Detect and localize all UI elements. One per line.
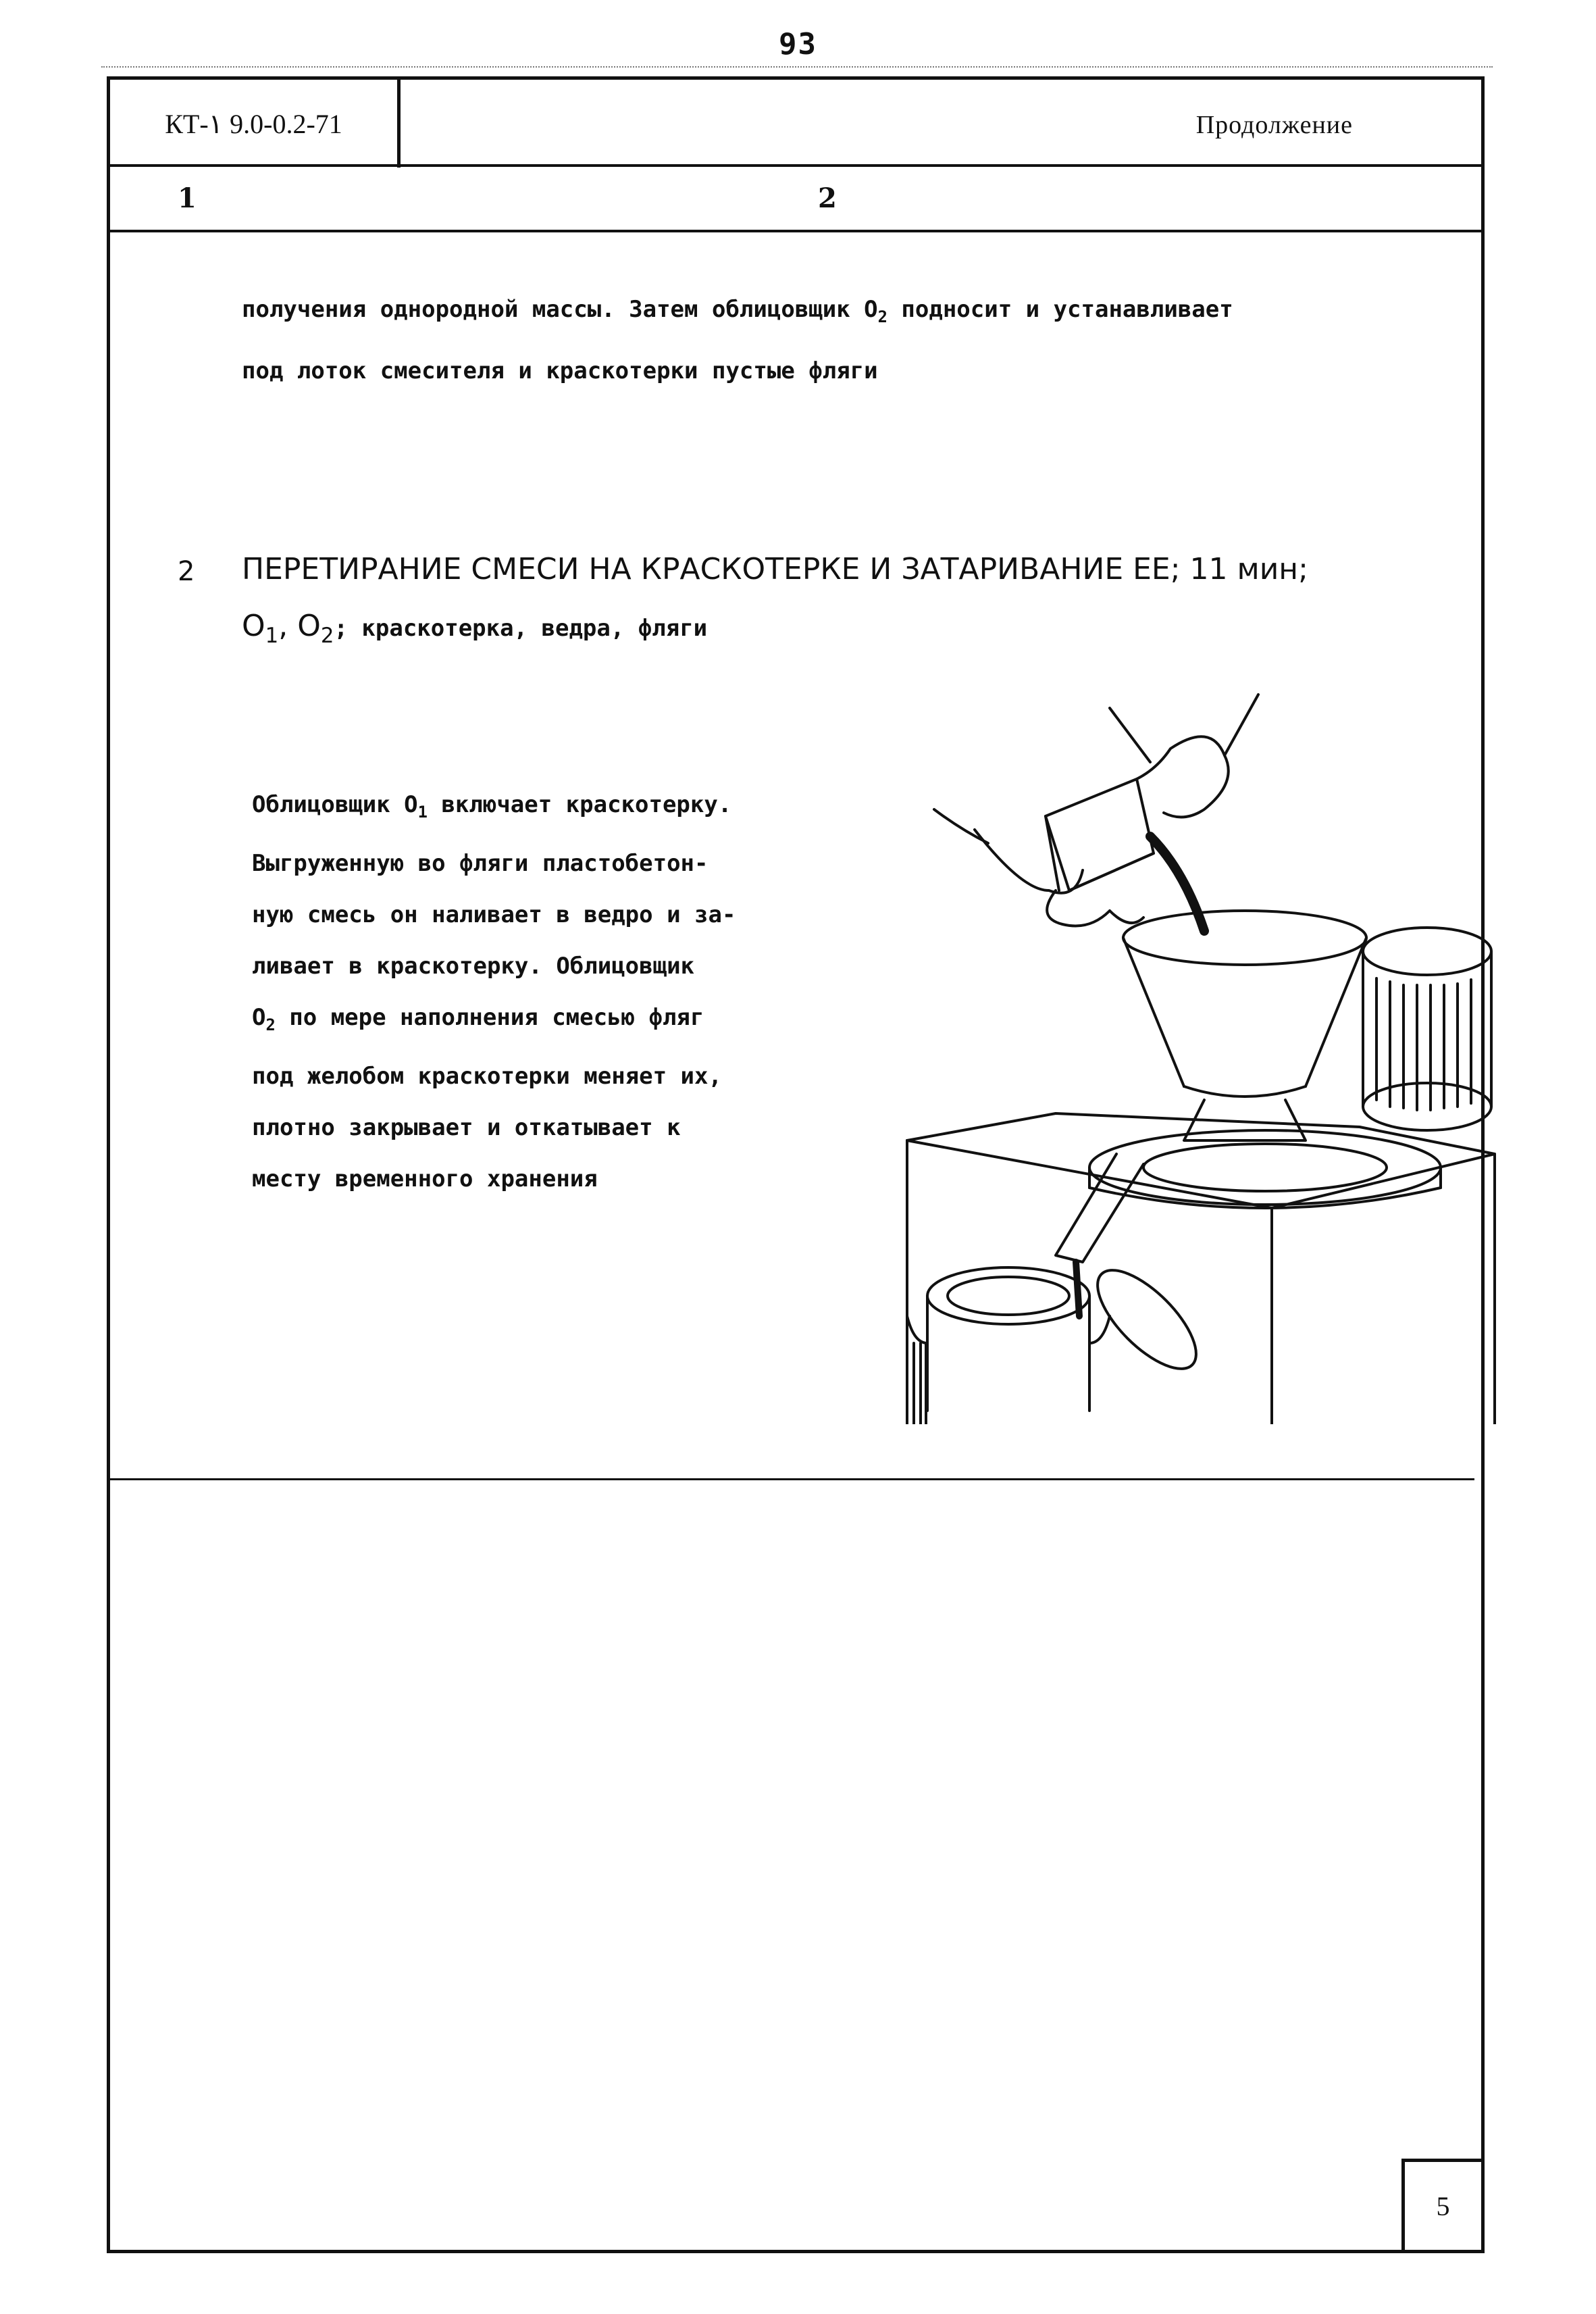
- desc-line-1: Облицовщик $О_1$ включает краскотерку.: [252, 791, 732, 822]
- header-divider: [110, 164, 1481, 167]
- top-dotted-rule: [101, 66, 1493, 68]
- desc-line-6: под желобом краскотерки меняет их,: [252, 1062, 722, 1090]
- column-number-2: 2: [818, 182, 837, 214]
- continued-label: Продолжение: [1195, 111, 1353, 139]
- step-resources: $О_1$, $О_2$; краскотерка, ведра, фляги: [242, 609, 708, 648]
- column-number-1: 1: [178, 182, 197, 214]
- document-frame: [107, 76, 1485, 2253]
- intro-paragraph: [242, 282, 1458, 398]
- step-number: 2: [178, 556, 195, 587]
- desc-line-5: $О_2$ по мере наполнения смесью фляг: [252, 1003, 704, 1034]
- sheet-number: 5: [1401, 2159, 1481, 2250]
- desc-line-4: ливает в краскотерку. Облицовщик: [252, 952, 695, 980]
- paint-grinder-illustration: [887, 668, 1562, 1424]
- column-header-divider: [110, 230, 1481, 232]
- step-title: ПЕРЕТИРАНИЕ СМЕСИ НА КРАСКОТЕРКЕ И ЗАТАРИВАНИЕ ЕЕ; 11 мин;: [242, 552, 1308, 586]
- desc-line-7: плотно закрывает и откатывает к: [252, 1113, 681, 1141]
- section-divider: [110, 1478, 1474, 1480]
- desc-line-3: ную смесь он наливает в ведро и за-: [252, 901, 736, 928]
- intro-line-1: получения однородной массы. Затем облицовщик $О_2$ подносит и устанавливает: [242, 296, 1233, 326]
- page-number: 93: [779, 27, 817, 61]
- step-heading: [242, 541, 1458, 664]
- desc-line-8: месту временного хранения: [252, 1165, 598, 1192]
- intro-line-2: под лоток смесителя и краскотерки пустые фляги: [242, 357, 878, 384]
- desc-line-2: Выгруженную во фляги пластобетон-: [252, 849, 709, 877]
- document-code: КТ-۱ 9.0-0.2-71: [110, 80, 401, 168]
- step-description: [252, 779, 860, 1205]
